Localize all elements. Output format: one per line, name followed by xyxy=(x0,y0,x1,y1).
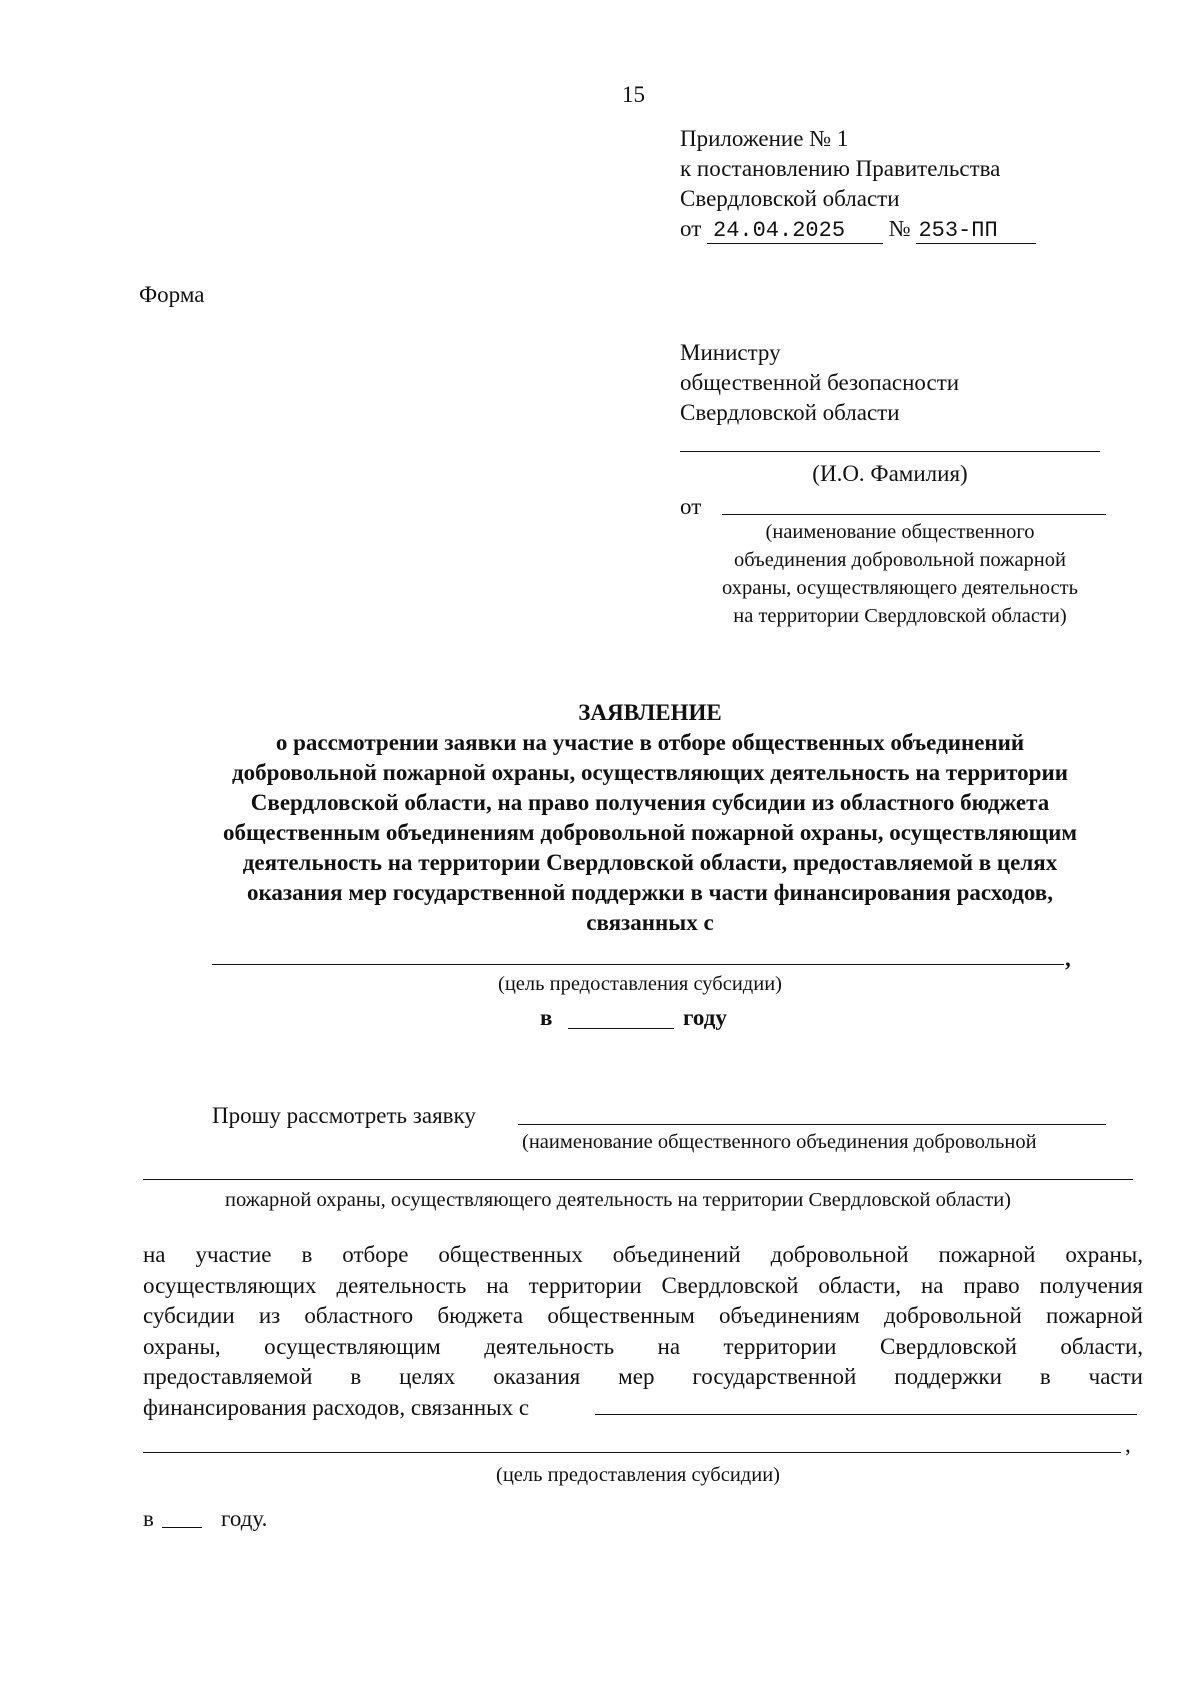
title-heading: ЗАЯВЛЕНИЕ xyxy=(578,700,722,725)
minister-name-caption: (И.О. Фамилия) xyxy=(812,461,968,486)
title-line-6: оказания мер государственной поддержки в части финансирования расходов, xyxy=(247,880,1053,905)
date-prefix: от xyxy=(680,216,702,241)
organization-name-line xyxy=(518,1124,1106,1125)
subsidy-goal-caption: (цель предоставления субсидии) xyxy=(498,973,782,995)
from-line xyxy=(722,514,1106,515)
number-prefix: № xyxy=(888,216,911,241)
title-line-5: деятельность на территории Свердловской области, предоставляемой в целях xyxy=(242,850,1058,875)
page-number: 15 xyxy=(622,82,645,107)
from-caption-line-3: охраны, осуществляющего деятельность xyxy=(722,577,1078,599)
appendix-block xyxy=(680,124,1036,244)
paragraph-last-line xyxy=(143,1393,1143,1424)
addressee-block xyxy=(680,338,959,428)
decree-date: 24.04.2025 xyxy=(707,219,883,244)
addressee-line-1: Министру xyxy=(680,340,781,365)
request-text: Прошу рассмотреть заявку xyxy=(212,1103,476,1128)
appendix-line-3: Свердловской области xyxy=(680,186,900,211)
title-line-4: общественным объединениям добровольной пожарной охраны, осуществляющим xyxy=(222,820,1078,845)
paragraph-line-4: охраны, осуществляющим деятельность на территории Свердловской области, xyxy=(143,1333,1143,1359)
year-blank-line xyxy=(568,1028,674,1029)
subsidy-goal-comma: , xyxy=(1065,946,1071,971)
paragraph-year-line xyxy=(162,1527,202,1528)
from-caption-line-2: объединения добровольной пожарной xyxy=(733,549,1066,571)
organization-caption-2: пожарной охраны, осуществляющего деятельность на территории Свердловской области) xyxy=(224,1189,1012,1211)
appendix-date-row xyxy=(680,214,1036,244)
organization-name-line-2 xyxy=(143,1179,1133,1180)
from-caption-line-4: на территории Свердловской области) xyxy=(733,605,1067,627)
paragraph-comma: , xyxy=(1125,1432,1131,1457)
decree-number: 253-ПП xyxy=(916,219,1036,244)
body-paragraph xyxy=(143,1240,1143,1423)
paragraph-year-prefix: в xyxy=(143,1506,154,1531)
statement-title xyxy=(120,698,1180,938)
paragraph-year-suffix: году. xyxy=(221,1506,268,1531)
paragraph-last-text: финансирования расходов, связанных с xyxy=(143,1394,530,1420)
paragraph-goal-line-1 xyxy=(595,1414,1137,1415)
addressee-line-2: общественной безопасности xyxy=(680,370,960,395)
paragraph-line-2: осуществляющих деятельность на территории Свердловской области, на право получения xyxy=(143,1272,1143,1298)
organization-caption-1: (наименование общественного объединения добровольной xyxy=(522,1131,1037,1153)
paragraph-goal-line-2 xyxy=(143,1452,1121,1453)
year-prefix: в xyxy=(540,1005,553,1030)
form-label: Форма xyxy=(139,282,205,307)
appendix-line-2: к постановлению Правительства xyxy=(680,156,1001,181)
from-caption xyxy=(680,518,1120,630)
from-prefix: от xyxy=(680,494,702,519)
paragraph-line-5: предоставляемой в целях оказания мер государственной поддержки в части xyxy=(143,1364,1143,1389)
title-line-2: добровольной пожарной охраны, осуществляющих деятельность на территории xyxy=(232,760,1068,785)
addressee-line-3: Свердловской области xyxy=(680,400,900,425)
paragraph-goal-caption: (цель предоставления субсидии) xyxy=(496,1464,780,1486)
paragraph-line-3: субсидии из областного бюджета общественным объединениям добровольной пожарной xyxy=(143,1303,1143,1328)
appendix-line-1: Приложение № 1 xyxy=(680,126,849,151)
minister-name-line xyxy=(680,451,1100,452)
title-line-7: связанных с xyxy=(586,910,714,935)
from-caption-line-1: (наименование общественного xyxy=(765,521,1035,543)
title-line-1: о рассмотрении заявки на участие в отборе общественных объединений xyxy=(275,730,1025,755)
title-line-3: Свердловской области, на право получения субсидии из областного бюджета xyxy=(250,790,1050,815)
year-suffix: году xyxy=(683,1005,727,1030)
subsidy-goal-line xyxy=(212,964,1064,965)
paragraph-line-1: на участие в отборе общественных объединений добровольной пожарной охраны, xyxy=(143,1242,1143,1267)
